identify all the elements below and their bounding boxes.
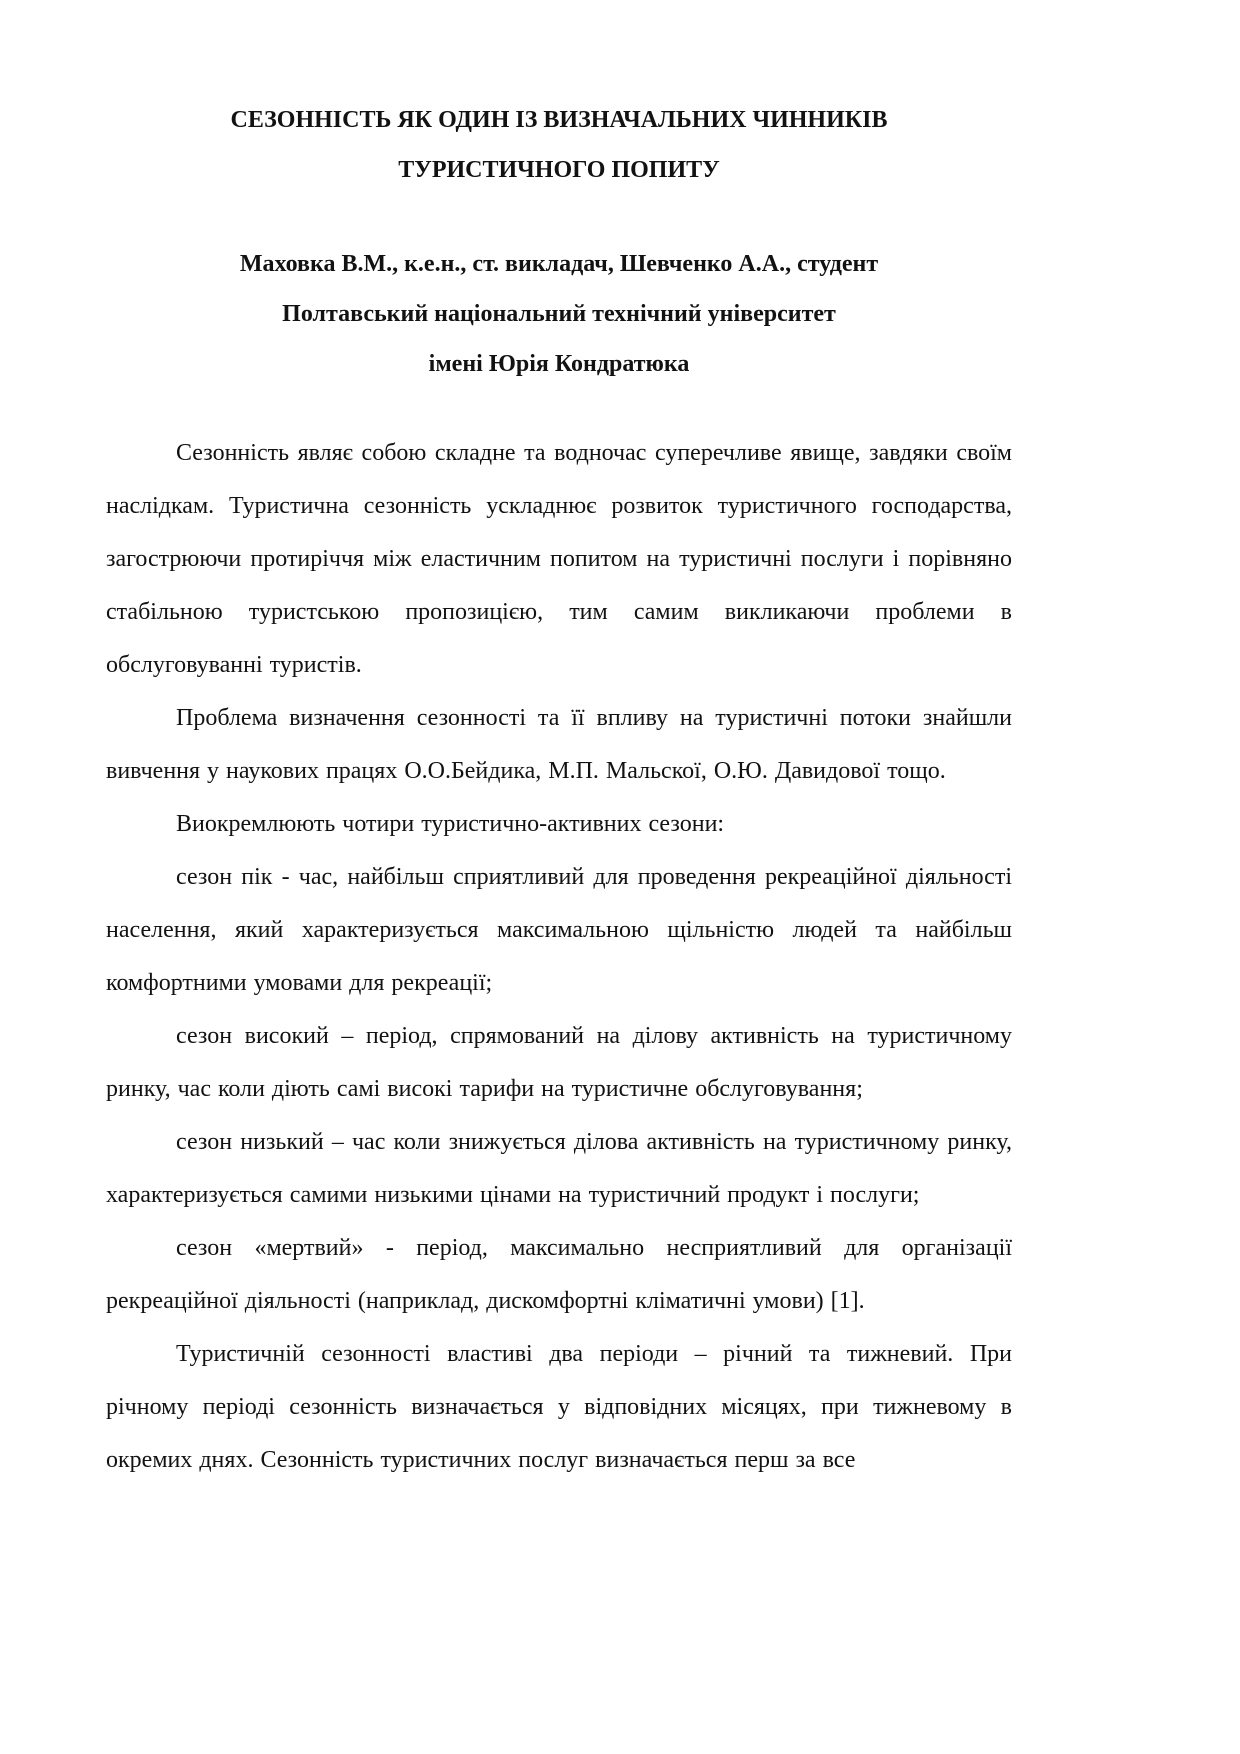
paragraph: сезон низький – час коли знижується ділова активність на туристичному ринку, характеризується самими низькими цінами на туристичний продукт і послуги; (106, 1129, 1012, 1208)
document-title-line-2: ТУРИСТИЧНОГО ПОПИТУ (398, 157, 720, 183)
affiliation-line: Полтавський національний технічний університет (282, 301, 836, 327)
paragraph: Проблема визначення сезонності та її впливу на туристичні потоки знайшли вивчення у наукових працях О.О.Бейдика, М.П. Мальскої, О.Ю. Давидової тощо. (106, 705, 1012, 784)
authors-block (106, 239, 1012, 389)
document-title (106, 95, 1012, 195)
paragraph: Сезонність являє собою складне та водночас суперечливе явище, завдяки своїм наслідкам. Туристична сезонність ускладнює розвиток туристичного господарства, загострюючи протиріччя між еластичним попитом на туристичні послуги і порівняно стабільною туристською пропозицією, тим самим викликаючи проблеми в обслуговуванні туристів. (106, 440, 1012, 678)
paragraph: сезон «мертвий» - період, максимально несприятливий для організації рекреаційної діяльності (наприклад, дискомфортні кліматичні умови) [1]. (106, 1235, 1012, 1314)
paragraph: сезон пік - час, найбільш сприятливий для проведення рекреаційної діяльності населення, який характеризується максимальною щільністю людей та найбільш комфортними умовами для рекреації; (106, 864, 1012, 996)
authors-line: Маховка В.М., к.е.н., ст. викладач, Шевченко А.А., студент (239, 251, 879, 277)
affiliation-line-2: імені Юрія Кондратюка (428, 351, 690, 377)
document-title-line-1: СЕЗОННІСТЬ ЯК ОДИН ІЗ ВИЗНАЧАЛЬНИХ ЧИННИКІВ (230, 107, 888, 133)
paragraph: сезон високий – період, спрямований на ділову активність на туристичному ринку, час коли діють самі високі тарифи на туристичне обслуговування; (106, 1023, 1012, 1102)
paragraph: Туристичній сезонності властиві два періоди – річний та тижневий. При річному періоді сезонність визначається у відповідних місяцях, при тижневому в окремих днях. Сезонність туристичних послуг визначається перш за все (106, 1341, 1012, 1473)
document-body (106, 427, 1012, 1487)
paragraph: Виокремлюють чотири туристично-активних сезони: (176, 811, 725, 837)
